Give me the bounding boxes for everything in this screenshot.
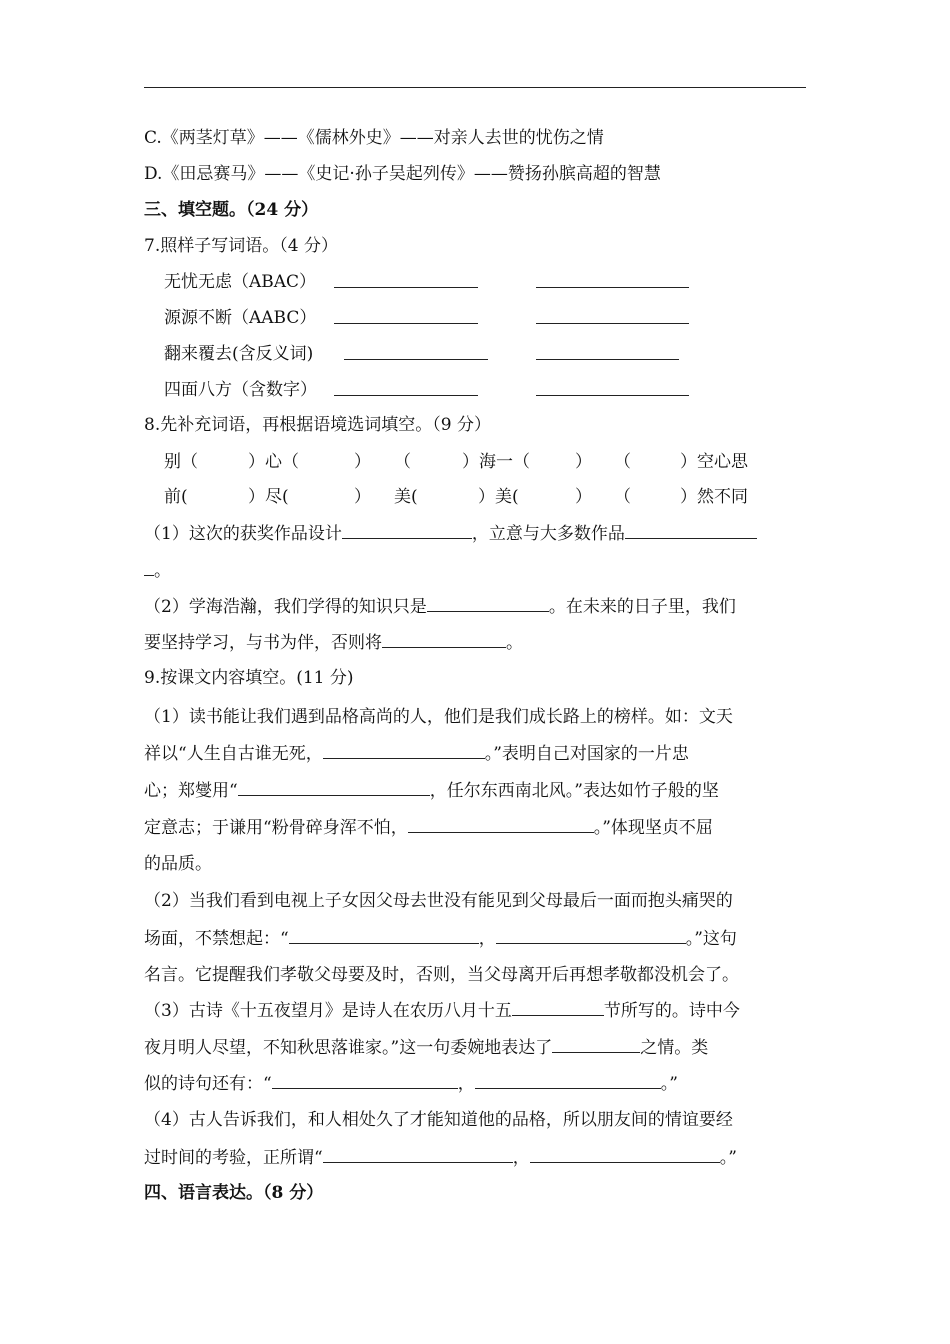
q7-blank-4b[interactable] bbox=[536, 378, 689, 403]
q9-title: 9.按课文内容填空。(11 分) bbox=[144, 668, 354, 688]
q9-p4-blank-1[interactable] bbox=[323, 1145, 513, 1163]
q9-p1-blank-1[interactable] bbox=[323, 741, 485, 759]
q8-r2-c2: ）尽( bbox=[248, 487, 289, 507]
q7-example-1: 无忧无虑（ABAC） bbox=[164, 272, 317, 292]
q7-blank-1b[interactable] bbox=[536, 270, 689, 295]
q8-r1-c7: （ bbox=[614, 452, 631, 472]
q9-p2-line1: （2）当我们看到电视上子女因父母去世没有能见到父母最后一面而抱头痛哭的 bbox=[144, 891, 733, 911]
section-3-title: 三、填空题。（24 分） bbox=[144, 200, 319, 220]
q8-sentence-1: （1）这次的获奖作品设计 ，立意与大多数作品 bbox=[144, 521, 806, 546]
q9-p4-line2: 过时间的考验，正所谓“ ， 。” bbox=[144, 1145, 806, 1170]
q8-r2-c5: ）美( bbox=[478, 487, 519, 507]
q8-r1-c3: ） bbox=[354, 452, 371, 472]
q9-p3-line1: （3）古诗《十五夜望月》是诗人在农历八月十五 节所写的。诗中今 bbox=[144, 998, 806, 1023]
q9-p2-blank-2[interactable] bbox=[496, 926, 686, 944]
q8-r1-c4: （ bbox=[394, 452, 411, 472]
q9-p1-line3: 心；郑燮用“ ，任尔东西南北风。”表达如竹子般的坚 bbox=[144, 778, 806, 803]
q8-r2-c8: ）然不同 bbox=[680, 487, 748, 507]
q8-r2-c7: （ bbox=[614, 487, 631, 507]
q7-blank-2a[interactable] bbox=[334, 306, 478, 331]
q9-p2-line2: 场面，不禁想起：“ ， 。”这句 bbox=[144, 926, 806, 951]
option-c: C.《两茎灯草》——《儒林外史》——对亲人去世的忧伤之情 bbox=[144, 128, 604, 148]
q8-s1-blank-a[interactable] bbox=[342, 521, 472, 539]
q9-p3-blank-2[interactable] bbox=[552, 1035, 640, 1053]
q7-example-4: 四面八方（含数字） bbox=[164, 380, 317, 400]
q9-p4-blank-2[interactable] bbox=[530, 1145, 720, 1163]
q8-s2-blank-a[interactable] bbox=[427, 594, 549, 612]
section-4-title: 四、语言表达。（8 分） bbox=[144, 1183, 324, 1203]
q9-p3-blank-1[interactable] bbox=[512, 998, 604, 1016]
q8-r1-c6: ） bbox=[575, 452, 592, 472]
q8-r1-c8: ）空心思 bbox=[680, 452, 748, 472]
header-rule bbox=[144, 87, 806, 88]
q8-r2-c3: ） bbox=[354, 487, 371, 507]
q8-sentence-2: （2）学海浩瀚，我们学得的知识只是 。在未来的日子里，我们 bbox=[144, 594, 806, 619]
q9-p2-blank-1[interactable] bbox=[289, 926, 479, 944]
q8-sentence-1-end: 。 bbox=[144, 558, 806, 583]
q9-p3-blank-3[interactable] bbox=[272, 1071, 458, 1089]
q9-p4-line1: （4）古人告诉我们，和人相处久了才能知道他的品格，所以朋友间的情谊要经 bbox=[144, 1110, 733, 1130]
q8-s1-blank-b[interactable] bbox=[625, 521, 757, 539]
q7-blank-3a[interactable] bbox=[344, 342, 488, 367]
q8-r1-c2: ）心（ bbox=[248, 452, 299, 472]
q7-blank-3b[interactable] bbox=[536, 342, 679, 367]
q9-p1-blank-3[interactable] bbox=[408, 815, 594, 833]
option-d: D.《田忌赛马》——《史记·孙子吴起列传》——赞扬孙膑高超的智慧 bbox=[144, 164, 661, 184]
q8-r2-c6: ） bbox=[575, 487, 592, 507]
q9-p1-line1: （1）读书能让我们遇到品格高尚的人，他们是我们成长路上的榜样。如：文天 bbox=[144, 707, 733, 727]
q7-blank-4a[interactable] bbox=[334, 378, 478, 403]
q8-sentence-2-cont: 要坚持学习，与书为伴，否则将 。 bbox=[144, 630, 806, 655]
q8-title: 8.先补充词语，再根据语境选词填空。（9 分） bbox=[144, 415, 491, 435]
q8-r2-c4: 美( bbox=[394, 487, 418, 507]
q9-p1-line4: 定意志；于谦用“粉骨碎身浑不怕， 。”体现坚贞不屈 bbox=[144, 815, 806, 840]
q8-r1-c1: 别（ bbox=[164, 452, 198, 472]
q8-r1-c5: ）海一（ bbox=[462, 452, 530, 472]
q9-p3-line3: 似的诗句还有：“ ， 。” bbox=[144, 1071, 806, 1096]
q9-p1-line5: 的品质。 bbox=[144, 854, 212, 874]
q8-r2-c1: 前( bbox=[164, 487, 188, 507]
q8-s2-blank-b[interactable] bbox=[382, 630, 506, 648]
q7-example-2: 源源不断（AABC） bbox=[164, 308, 317, 328]
q9-p2-line3: 名言。它提醒我们孝敬父母要及时，否则，当父母离开后再想孝敬都没机会了。 bbox=[144, 965, 739, 985]
q7-title: 7.照样子写词语。（4 分） bbox=[144, 236, 338, 256]
q7-blank-2b[interactable] bbox=[536, 306, 689, 331]
q9-p3-line2: 夜月明人尽望，不知秋思落谁家。”这一句委婉地表达了 之情。类 bbox=[144, 1035, 806, 1060]
q7-example-3: 翻来覆去(含反义词) bbox=[164, 344, 314, 364]
q7-blank-1a[interactable] bbox=[334, 270, 478, 295]
q9-p1-blank-2[interactable] bbox=[238, 778, 430, 796]
q9-p1-line2: 祥以“人生自古谁无死， 。”表明自己对国家的一片忠 bbox=[144, 741, 806, 766]
q8-s1-blank-c[interactable] bbox=[144, 558, 154, 576]
q9-p3-blank-4[interactable] bbox=[475, 1071, 661, 1089]
